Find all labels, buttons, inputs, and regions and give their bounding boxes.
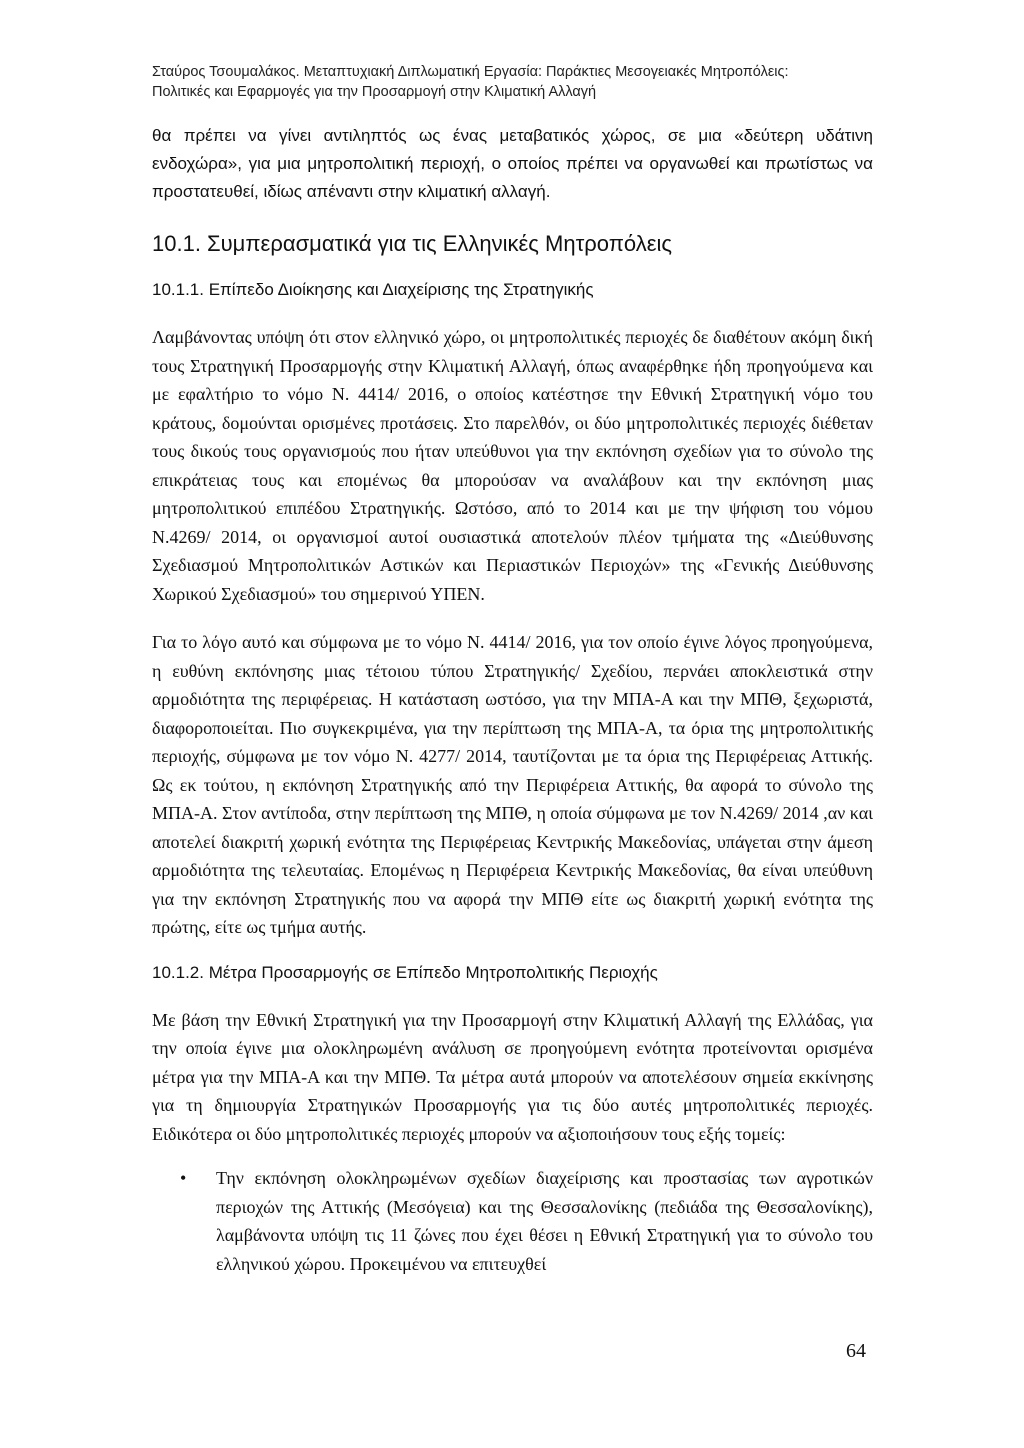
bullet-text: Την εκπόνηση ολοκληρωμένων σχεδίων διαχείρισης και προστασίας των αγροτικών περιοχών της Αττικής (Μεσόγεια) και της Θεσσαλονίκης (πεδιάδα της Θεσσαλονίκης), λαμβάνοντα υπόψη τις 11 ζώνες που έχει θέσει η Εθνική Στρατηγική για το σύνολο του ελληνικού χώρου. Προκειμένου να επιτευχθεί [216, 1168, 873, 1274]
page-number: 64 [846, 1340, 866, 1362]
bullet-list [152, 1164, 873, 1278]
subsection-2-paragraph-1: Με βάση την Εθνική Στρατηγική για την Προσαρμογή στην Κλιματική Αλλαγή της Ελλάδας, για την οποία έγινε μια ολοκληρωμένη ανάλυση σε προηγούμενη ενότητα προτείνονται ορισμένα μέτρα για την ΜΠΑ-Α και την ΜΠΘ. Τα μέτρα αυτά μπορούν να αποτελέσουν σημεία εκκίνησης για τη δημιουργία Στρατηγικών Προσαρμογής για τις δύο αυτές μητροπολιτικές περιοχές. Ειδικότερα οι δύο μητροπολιτικές περιοχές μπορούν να αξιοποιήσουν τους εξής τομείς: [152, 1009, 873, 1144]
bullet-icon: • [180, 1168, 187, 1188]
page-body [152, 122, 873, 1278]
section-title: 10.1. Συμπερασματικά για τις Ελληνικές Μητροπόλεις [152, 231, 672, 256]
subsection-1-title: 10.1.1. Επίπεδο Διοίκησης και Διαχείρισης της Στρατηγικής [152, 280, 594, 299]
spacer [152, 303, 873, 323]
subsection-1-paragraph-2: Για το λόγο αυτό και σύμφωνα με το νόμο Ν. 4414/ 2016, για τον οποίο έγινε λόγος προηγούμενα, η ευθύνη εκπόνησης μιας τέτοιου τύπου Στρατηγικής/ Σχεδίου, περνάει αποκλειστικά στην αρμοδιότητα της περιφέρειας. Η κατάσταση ωστόσο, για την ΜΠΑ-Α και την ΜΠΘ, ξεχωριστά, διαφοροποιείται. Πιο συγκεκριμένα, για την περίπτωση της ΜΠΑ-Α, τα όρια της μητροπολιτικής περιοχής, σύμφωνα με τον νόμο Ν. 4277/ 2014, ταυτίζονται με τα όρια της Περιφέρειας Αττικής. Ως εκ τούτου, η εκπόνηση Στρατηγικής από την Περιφέρεια Αττικής, θα αφορά το σύνολο της ΜΠΑ-Α. Στον αντίποδα, στην περίπτωση της ΜΠΘ, η οποία σύμφωνα με τον Ν.4269/ 2014 ,αν και αποτελεί διακριτή χωρική ενότητα της Περιφέρειας Κεντρικής Μακεδονίας, υπάγεται στην άμεση αρμοδιότητα της τελευταίας. Επομένως η Περιφέρεια Κεντρικής Μακεδονίας, θα είναι υπεύθυνη για την εκπόνηση Στρατηγικής που να αφορά την ΜΠΘ είτε ως διακριτή χωρική ενότητα της πρώτης, είτε ως τμήμα αυτής. [152, 632, 873, 937]
spacer [152, 608, 873, 628]
lead-paragraph: θα πρέπει να γίνει αντιληπτός ως ένας μεταβατικός χώρος, σε μια «δεύτερη υδάτινη ενδοχώρα», για μια μητροπολιτική περιοχή, ο οποίος πρέπει να οργανωθεί και πρωτίστως να προστατευθεί, ιδίως απέναντι στην κλιματική αλλαγή. [152, 126, 873, 201]
subsection-1-paragraph-1: Λαμβάνοντας υπόψη ότι στον ελληνικό χώρο, οι μητροπολιτικές περιοχές δε διαθέτουν ακόμη δική τους Στρατηγική Προσαρμογής στην Κλιματική Αλλαγή, όπως αναφέρθηκε ήδη προηγούμενα και με εφαλτήριο το νόμο Ν. 4414/ 2016, ο οποίος κατέστησε την Εθνική Στρατηγική νόμο του κράτους, δομούνται ορισμένες προτάσεις. Στο παρελθόν, οι δύο μητροπολιτικές περιοχές διέθεταν τους δικούς τους οργανισμούς που ήταν υπεύθυνοι για την εκπόνηση σχεδίων για το σύνολο της επικράτειας τους και επομένως θα μπορούσαν να αναλάβουν και την εκπόνηση μιας μητροπολιτικού επιπέδου Στρατηγικής. Ωστόσο, από το 2014 και με την ψήφιση του νόμου Ν.4269/ 2014, οι οργανισμοί αυτοί ουσιαστικά αποτελούν πλέον τμήματα της «Διεύθυνσης Σχεδιασμού Μητροπολιτικών Αστικών και Περιαστικών Περιοχών» της «Γενικής Διεύθυνσης Χωρικού Σχεδιασμού» του σημερινού ΥΠΕΝ. [152, 327, 873, 604]
running-header [152, 62, 892, 102]
list-item [152, 1164, 873, 1278]
subsection-2-title: 10.1.2. Μέτρα Προσαρμογής σε Επίπεδο Μητροπολιτικής Περιοχής [152, 962, 658, 982]
spacer [152, 986, 873, 1006]
header-line-1: Σταύρος Τσουμαλάκος. Μεταπτυχιακή Διπλωματική Εργασία: Παράκτιες Μεσογειακές Μητροπόλεις: [152, 64, 789, 80]
header-line-2: Πολιτικές και Εφαρμογές για την Προσαρμογή στην Κλιματική Αλλαγή [152, 84, 597, 100]
